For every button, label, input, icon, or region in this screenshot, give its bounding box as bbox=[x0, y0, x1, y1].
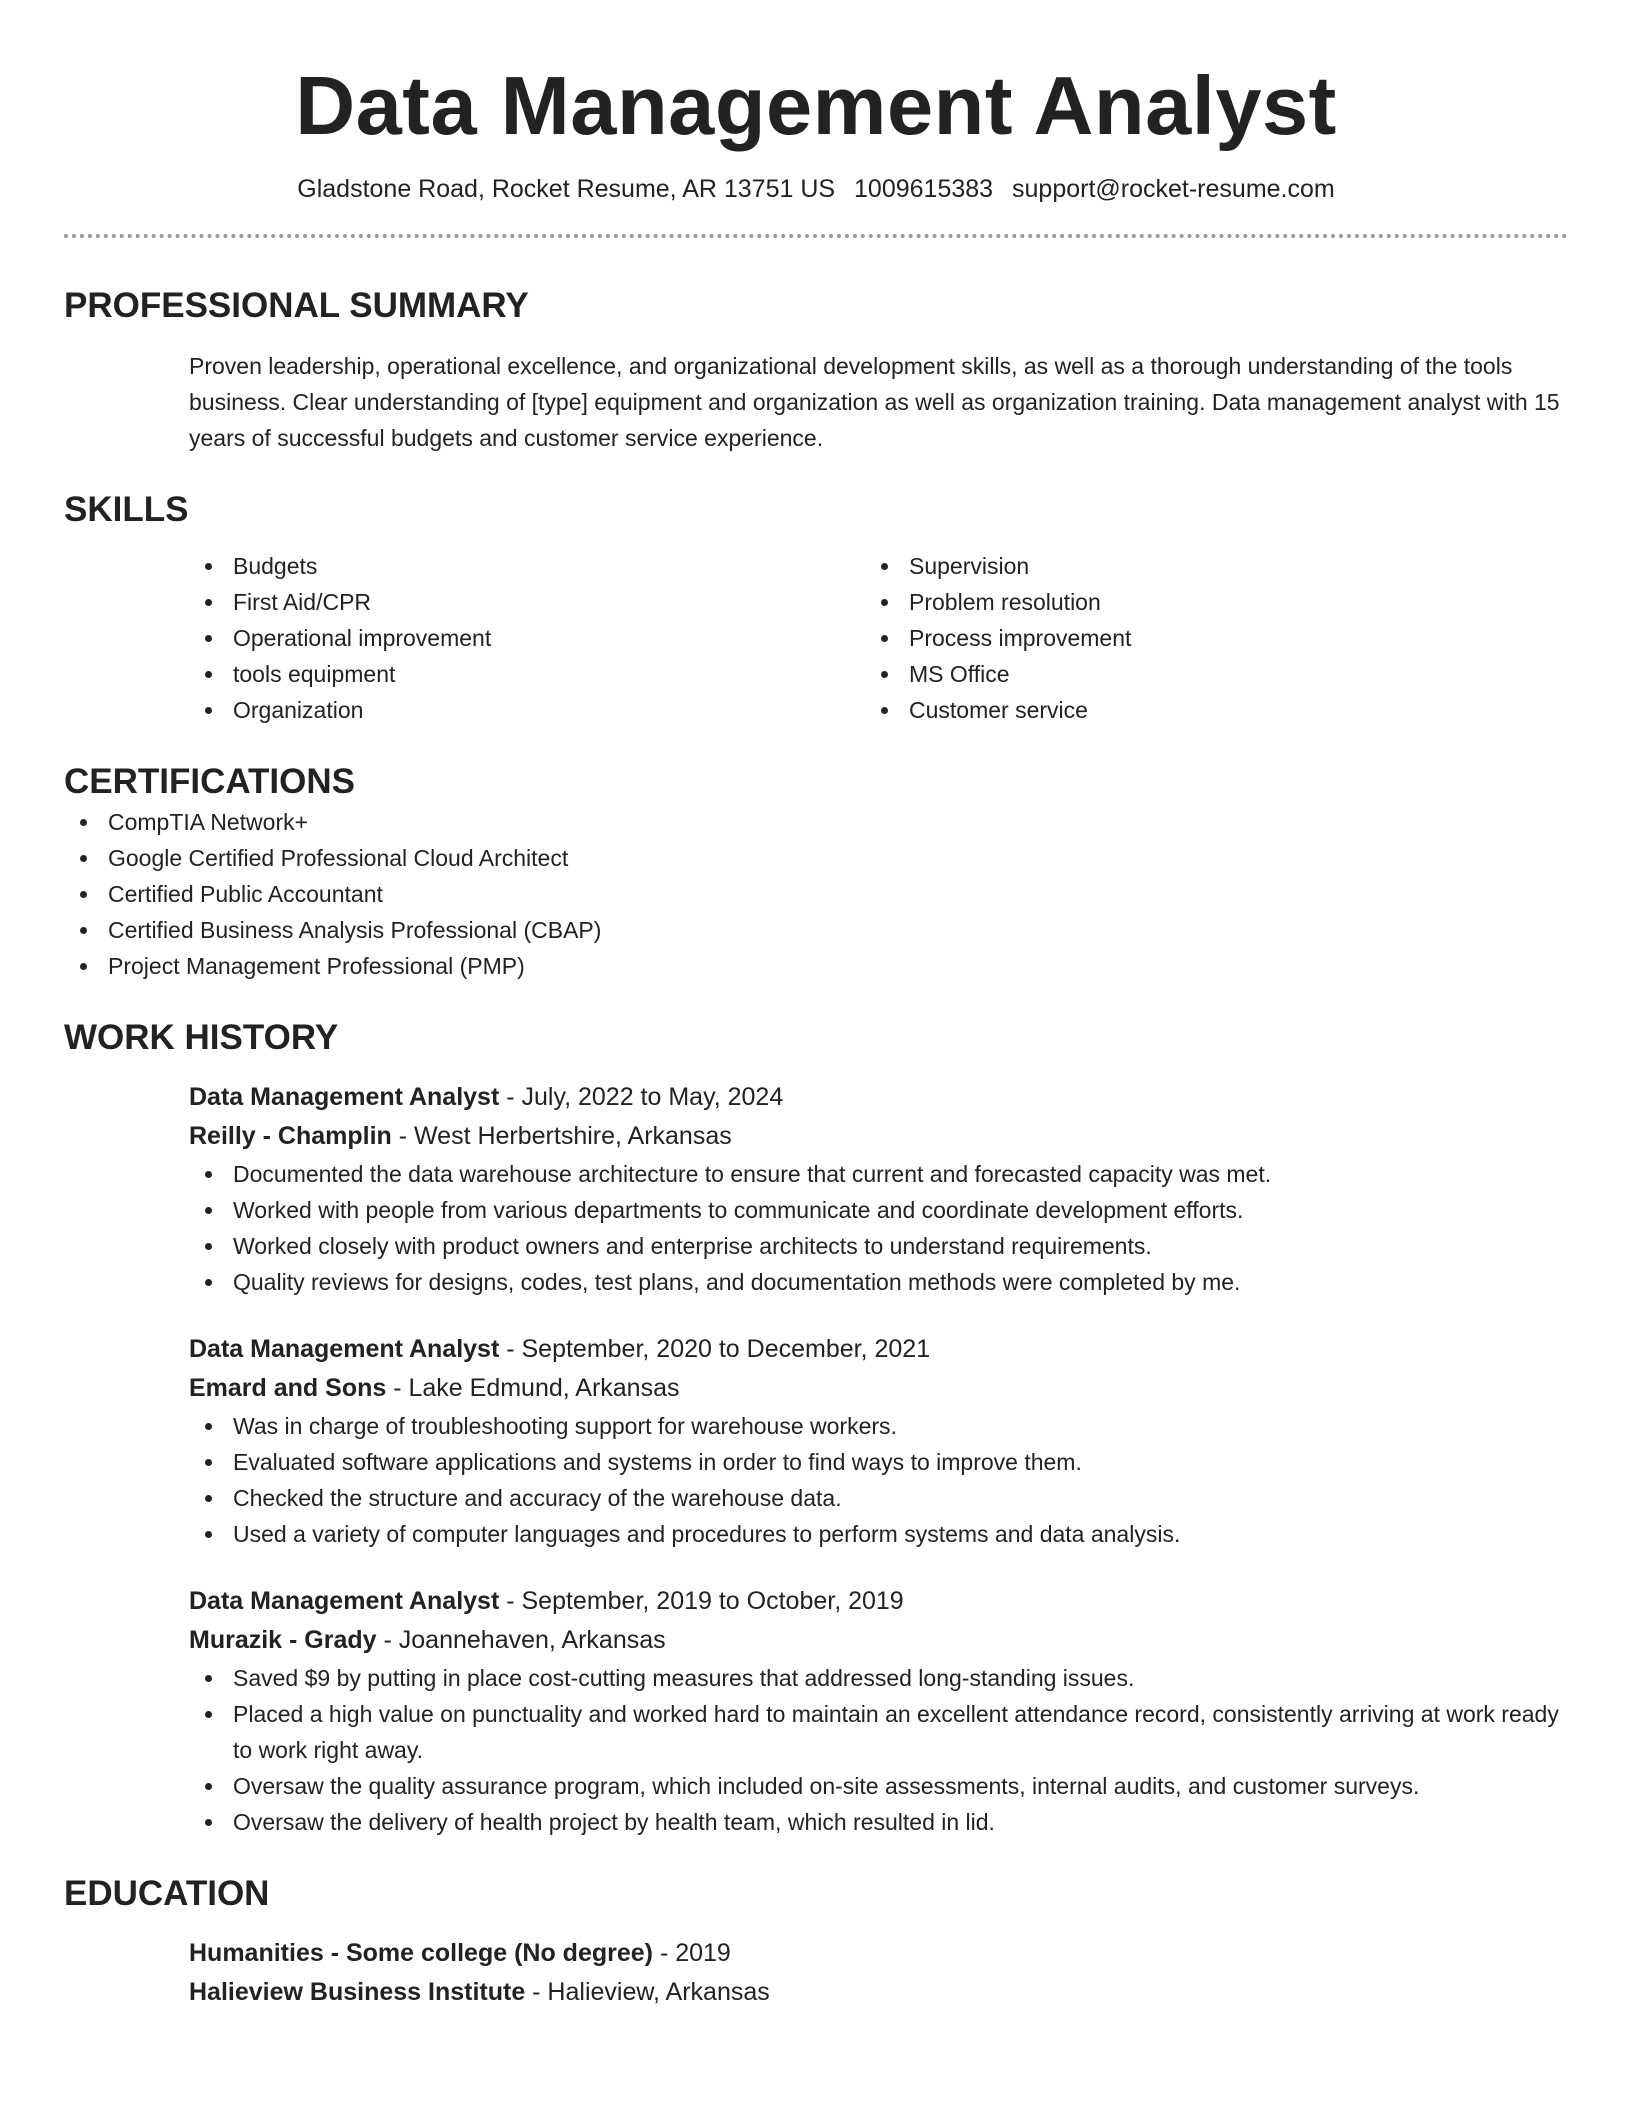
skills-column-left bbox=[189, 548, 865, 728]
contact-address: Gladstone Road, Rocket Resume, AR 13751 US bbox=[297, 175, 836, 203]
contact-phone: 1009615383 bbox=[854, 175, 994, 203]
education-degree: Humanities - Some college (No degree) bbox=[189, 1939, 653, 1967]
skills-column-right bbox=[865, 548, 1541, 728]
job-title-line bbox=[189, 1078, 1568, 1117]
job-role: Data Management Analyst bbox=[189, 1335, 500, 1363]
header-divider bbox=[64, 234, 1568, 238]
job-bullet: Placed a high value on punctuality and worked hard to maintain an excellent attendance record, consistently arriving at work ready to work right away. bbox=[189, 1696, 1568, 1768]
job-company: Emard and Sons bbox=[189, 1374, 387, 1402]
contact-email: support@rocket-resume.com bbox=[1012, 175, 1335, 203]
job-dates: - September, 2020 to December, 2021 bbox=[499, 1335, 931, 1363]
job-location: - West Herbertshire, Arkansas bbox=[391, 1122, 732, 1150]
job-bullet: Oversaw the delivery of health project by health team, which resulted in lid. bbox=[189, 1804, 1568, 1840]
skills-grid bbox=[189, 548, 1568, 728]
skills-section bbox=[64, 488, 1568, 728]
skill-item: MS Office bbox=[865, 656, 1541, 692]
job-bullets bbox=[189, 1408, 1568, 1552]
job-bullet: Saved $9 by putting in place cost-cutting measures that addressed long-standing issues. bbox=[189, 1660, 1568, 1696]
job-title-line bbox=[189, 1582, 1568, 1621]
education-entry bbox=[189, 1934, 1568, 2012]
education-degree-line bbox=[189, 1934, 1568, 1973]
job-bullet: Used a variety of computer languages and procedures to perform systems and data analysis. bbox=[189, 1516, 1568, 1552]
contact-line bbox=[64, 172, 1568, 206]
education-location: - Halieview, Arkansas bbox=[525, 1978, 770, 2006]
skill-item: Process improvement bbox=[865, 620, 1541, 656]
job-location: - Lake Edmund, Arkansas bbox=[386, 1374, 680, 1402]
job-location: - Joannehaven, Arkansas bbox=[376, 1626, 666, 1654]
resume-header bbox=[64, 0, 1568, 238]
certification-item: Project Management Professional (PMP) bbox=[64, 948, 1568, 984]
job-bullet: Was in charge of troubleshooting support for warehouse workers. bbox=[189, 1408, 1568, 1444]
job-dates: - September, 2019 to October, 2019 bbox=[499, 1587, 904, 1615]
job-bullet: Checked the structure and accuracy of the warehouse data. bbox=[189, 1480, 1568, 1516]
section-title-certifications: CERTIFICATIONS bbox=[64, 762, 356, 801]
certification-item: Certified Public Accountant bbox=[64, 876, 1568, 912]
job-bullets bbox=[189, 1660, 1568, 1840]
job-entry bbox=[189, 1582, 1568, 1840]
candidate-name: Data Management Analyst bbox=[295, 59, 1337, 152]
job-company: Murazik - Grady bbox=[189, 1626, 377, 1654]
skill-item: Organization bbox=[189, 692, 865, 728]
job-company: Reilly - Champlin bbox=[189, 1122, 392, 1150]
skill-item: Operational improvement bbox=[189, 620, 865, 656]
job-bullet: Worked with people from various departments to communicate and coordinate development efforts. bbox=[189, 1192, 1568, 1228]
certification-item: CompTIA Network+ bbox=[64, 804, 1568, 840]
skill-item: First Aid/CPR bbox=[189, 584, 865, 620]
section-title-work-history: WORK HISTORY bbox=[64, 1018, 339, 1057]
job-role: Data Management Analyst bbox=[189, 1083, 500, 1111]
certification-item: Google Certified Professional Cloud Architect bbox=[64, 840, 1568, 876]
section-title-skills: SKILLS bbox=[64, 490, 189, 529]
job-bullet: Evaluated software applications and systems in order to find ways to improve them. bbox=[189, 1444, 1568, 1480]
job-bullet: Worked closely with product owners and enterprise architects to understand requirements. bbox=[189, 1228, 1568, 1264]
certification-item: Certified Business Analysis Professional (CBAP) bbox=[64, 912, 1568, 948]
job-company-line bbox=[189, 1369, 1568, 1408]
section-title-summary: PROFESSIONAL SUMMARY bbox=[64, 286, 529, 325]
job-bullet: Documented the data warehouse architecture to ensure that current and forecasted capacity was met. bbox=[189, 1156, 1568, 1192]
education-section bbox=[64, 1872, 1568, 2012]
job-bullet: Oversaw the quality assurance program, which included on-site assessments, internal audits, and customer surveys. bbox=[189, 1768, 1568, 1804]
skill-item: Supervision bbox=[865, 548, 1541, 584]
job-title-line bbox=[189, 1330, 1568, 1369]
skill-item: Budgets bbox=[189, 548, 865, 584]
job-bullets bbox=[189, 1156, 1568, 1300]
professional-summary-section bbox=[64, 284, 1568, 456]
job-role: Data Management Analyst bbox=[189, 1587, 500, 1615]
job-dates: - July, 2022 to May, 2024 bbox=[499, 1083, 784, 1111]
skill-item: tools equipment bbox=[189, 656, 865, 692]
job-company-line bbox=[189, 1117, 1568, 1156]
work-history-section bbox=[64, 1016, 1568, 1840]
summary-text: Proven leadership, operational excellence, and organizational development skills, as well as a thorough understanding of the tools business. Clear understanding of [type] equipment and organization as well as organization training. Data management analyst with 15 years of successful budgets and customer service experience. bbox=[189, 353, 1560, 451]
skill-item: Customer service bbox=[865, 692, 1541, 728]
job-entry bbox=[189, 1330, 1568, 1552]
education-school: Halieview Business Institute bbox=[189, 1978, 526, 2006]
certifications-section bbox=[64, 760, 1568, 984]
education-year: - 2019 bbox=[653, 1939, 731, 1967]
job-bullet: Quality reviews for designs, codes, test plans, and documentation methods were completed by me. bbox=[189, 1264, 1568, 1300]
skill-item: Problem resolution bbox=[865, 584, 1541, 620]
section-title-education: EDUCATION bbox=[64, 1874, 270, 1913]
job-entry bbox=[189, 1078, 1568, 1300]
education-school-line bbox=[189, 1973, 1568, 2012]
job-company-line bbox=[189, 1621, 1568, 1660]
certifications-list bbox=[64, 804, 1568, 984]
